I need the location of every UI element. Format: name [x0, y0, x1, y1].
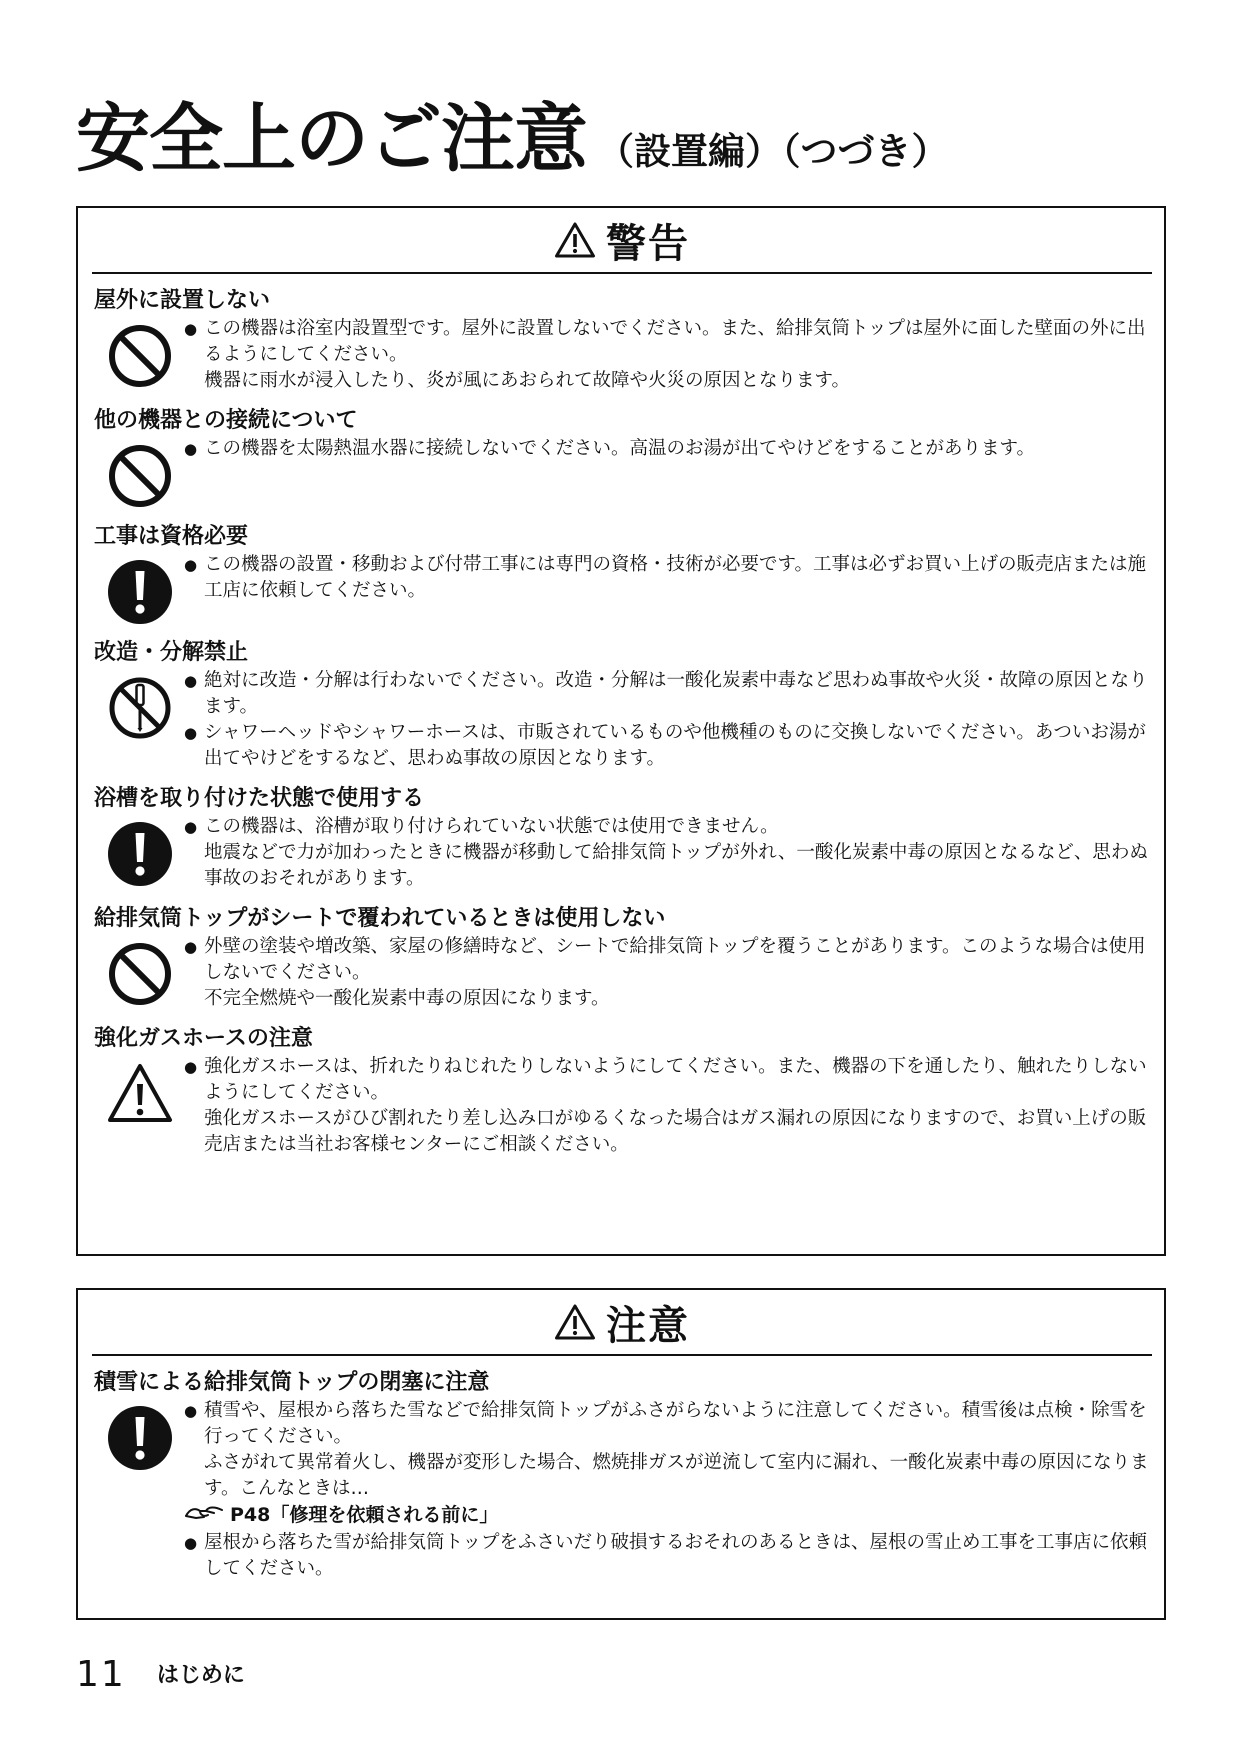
- list-item: [184, 1398, 1152, 1502]
- mandatory-action-icon: [106, 820, 174, 888]
- section-body: [92, 814, 1152, 892]
- reference-text: P48「修理を依頼される前に」: [230, 1504, 499, 1526]
- section-title: 強化ガスホースの注意: [94, 1026, 313, 1051]
- pointing-hand-icon: [184, 1502, 224, 1530]
- section-items: [184, 1054, 1152, 1158]
- section-title: 屋外に設置しない: [94, 288, 271, 313]
- item-text: シャワーヘッドやシャワーホースは、市販されているものや他機種のものに交換しないでください。あついお湯が出てやけどをするなど、思わぬ事故の原因となります。: [204, 722, 1146, 769]
- warning-sections: [92, 286, 1152, 1158]
- bullet-icon: ●: [184, 1402, 198, 1420]
- list-item: [184, 668, 1152, 720]
- item-text: 強化ガスホースがひび割れたり差し込み口がゆるくなった場合はガス漏れの原因になりますので、お買い上げの販売店または当社お客様センターにご相談ください。: [204, 1108, 1147, 1155]
- bullet-icon: ●: [184, 724, 198, 742]
- section-title: 給排気筒トップがシートで覆われているときは使用しない: [94, 906, 666, 931]
- item-text: この機器は、浴槽が取り付けられていない状態では使用できません。: [204, 816, 779, 837]
- section-items: [184, 814, 1152, 892]
- caution-heading-triangle-icon: [554, 1303, 596, 1341]
- safety-section: [92, 1368, 1152, 1582]
- caution-triangle-icon: [106, 1060, 174, 1128]
- section-items: [184, 436, 1152, 462]
- reference-link: [184, 1502, 1152, 1530]
- section-title: 工事は資格必要: [94, 524, 249, 549]
- item-text: 屋根から落ちた雪が給排気筒トップをふさいだり破損するおそれのあるときは、屋根の雪止め工事を工事店に依頼してください。: [204, 1532, 1147, 1579]
- bullet-icon: ●: [184, 672, 198, 690]
- list-item: [184, 934, 1152, 1012]
- item-text: 絶対に改造・分解は行わないでください。改造・分解は一酸化炭素中毒など思わぬ事故や火災・故障の原因となります。: [204, 670, 1148, 717]
- section-items: [184, 316, 1152, 394]
- bullet-icon: ●: [184, 818, 198, 836]
- prohibition-icon: [106, 322, 174, 390]
- section-body: [92, 552, 1152, 626]
- page-footer: [76, 1654, 245, 1695]
- page-title: [76, 80, 949, 186]
- list-item: [184, 814, 1152, 892]
- bullet-icon: ●: [184, 1534, 198, 1552]
- section-title: 改造・分解禁止: [94, 640, 249, 665]
- item-text: この機器は浴室内設置型です。屋外に設置しないでください。また、給排気筒トップは屋外に面した壁面の外に出るようにしてください。: [204, 318, 1146, 365]
- item-text: この機器の設置・移動および付帯工事には専門の資格・技術が必要です。工事は必ずお買い上げの販売店または施工店に依頼してください。: [204, 554, 1147, 601]
- section-items: [184, 1398, 1152, 1582]
- bullet-icon: ●: [184, 320, 198, 338]
- bullet-icon: ●: [184, 1058, 198, 1076]
- section-items: [184, 934, 1152, 1012]
- item-text: 外壁の塗装や増改築、家屋の修繕時など、シートで給排気筒トップを覆うことがあります。このような場合は使用しないでください。: [204, 936, 1146, 983]
- item-text: 地震などで力が加わったときに機器が移動して給排気筒トップが外れ、一酸化炭素中毒の原因となるなど、思わぬ事故のおそれがあります。: [204, 842, 1148, 889]
- no-disassembly-icon: [106, 674, 174, 742]
- caution-heading: 注意: [606, 1302, 690, 1349]
- page-title-subtitle: （設置編）（つづき）: [597, 130, 949, 173]
- list-item: [184, 1530, 1152, 1582]
- warning-heading: 警告: [606, 220, 690, 267]
- list-item: [184, 720, 1152, 772]
- section-body: [92, 436, 1152, 510]
- mandatory-action-icon: [106, 1404, 174, 1472]
- warning-triangle-icon: [554, 221, 596, 259]
- bullet-icon: ●: [184, 556, 198, 574]
- section-title: 他の機器との接続について: [94, 408, 358, 433]
- section-title: 浴槽を取り付けた状態で使用する: [94, 786, 425, 811]
- section-label: はじめに: [156, 1663, 245, 1688]
- item-text: 積雪や、屋根から落ちた雪などで給排気筒トップがふさがらないように注意してください。積雪後は点検・除雪を行ってください。: [204, 1400, 1147, 1447]
- mandatory-action-icon: [106, 558, 174, 626]
- safety-section: [92, 784, 1152, 892]
- safety-section: [92, 522, 1152, 626]
- section-body: [92, 934, 1152, 1012]
- item-text: 強化ガスホースは、折れたりねじれたりしないようにしてください。また、機器の下を通したり、触れたりしないようにしてください。: [204, 1056, 1147, 1103]
- section-body: [92, 1054, 1152, 1158]
- bullet-icon: ●: [184, 938, 198, 956]
- page-number: 11: [76, 1654, 126, 1695]
- safety-section: [92, 1024, 1152, 1158]
- safety-section: [92, 406, 1152, 510]
- item-text: この機器を太陽熱温水器に接続しないでください。高温のお湯が出てやけどをすることがあります。: [204, 438, 1036, 459]
- caution-sections: [92, 1368, 1152, 1582]
- safety-section: [92, 638, 1152, 772]
- page-title-main: 安全上のご注意: [76, 96, 587, 182]
- list-item: [184, 436, 1152, 462]
- caution-box: [76, 1288, 1166, 1620]
- list-item: [184, 316, 1152, 394]
- item-text: ふさがれて異常着火し、機器が変形した場合、燃焼排ガスが逆流して室内に漏れ、一酸化炭素中毒の原因になります。こんなときは…: [204, 1452, 1149, 1499]
- list-item: [184, 552, 1152, 604]
- prohibition-icon: [106, 442, 174, 510]
- safety-section: [92, 904, 1152, 1012]
- prohibition-icon: [106, 940, 174, 1008]
- item-text: 不完全燃焼や一酸化炭素中毒の原因になります。: [204, 988, 610, 1009]
- warning-box-header: [92, 208, 1152, 274]
- list-item: [184, 1054, 1152, 1158]
- section-title: 積雪による給排気筒トップの閉塞に注意: [94, 1370, 490, 1395]
- section-body: [92, 316, 1152, 394]
- section-items: [184, 668, 1152, 772]
- section-body: [92, 668, 1152, 772]
- section-body: [92, 1398, 1152, 1582]
- bullet-icon: ●: [184, 440, 198, 458]
- item-text: 機器に雨水が浸入したり、炎が風にあおられて故障や火災の原因となります。: [204, 370, 851, 391]
- caution-box-header: [92, 1290, 1152, 1356]
- warning-box: [76, 206, 1166, 1256]
- section-items: [184, 552, 1152, 604]
- safety-section: [92, 286, 1152, 394]
